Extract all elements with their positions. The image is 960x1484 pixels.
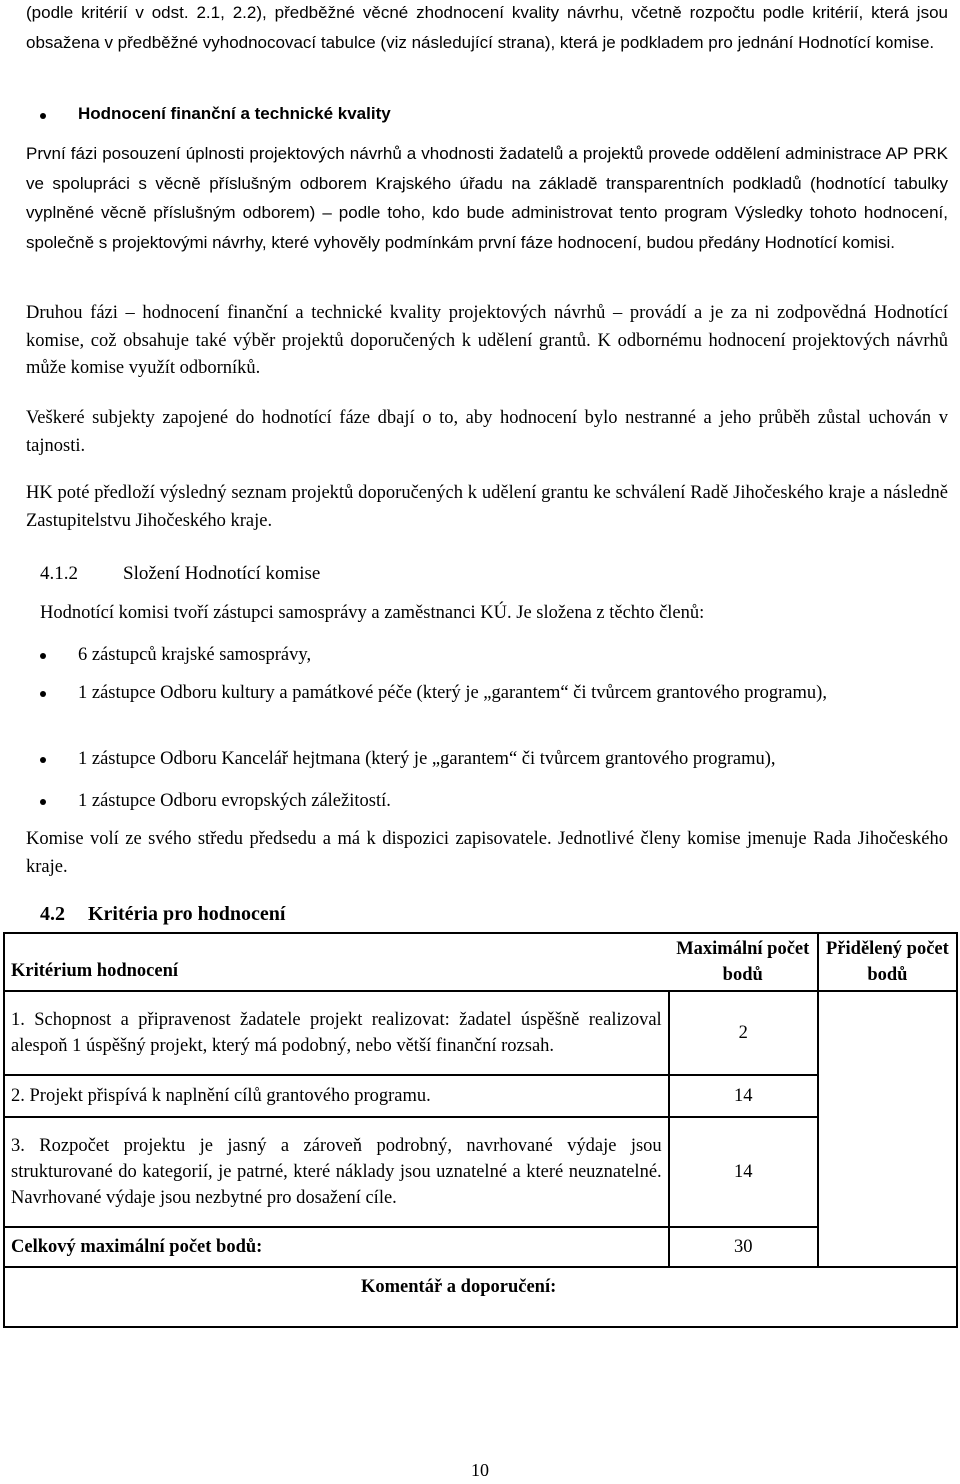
section-42-title: Kritéria pro hodnocení xyxy=(88,903,286,925)
table-comment-row xyxy=(4,1267,957,1327)
max-points-cell: 2 xyxy=(669,991,818,1075)
member-item: 1 zástupce Odboru evropských záležitostí. xyxy=(78,791,391,811)
section-412-intro: Hodnotící komisi tvoří zástupci samosprávy a zaměstnanci KÚ. Je složena z těchto členů: xyxy=(40,603,705,623)
max-points-cell: 14 xyxy=(669,1117,818,1227)
paragraph-impartiality: Veškeré subjekty zapojené do hodnotící fáze dbají o to, aby hodnocení bylo nestranné a jeho průběh zůstal uchován v tajnosti. xyxy=(26,408,948,456)
section-412-closing: Komise volí ze svého středu předsedu a má k dispozici zapisovatele. Jednotlivé členy komise jmenuje Rada Jihočeského kraje. xyxy=(26,829,948,877)
member-item: 1 zástupce Odboru Kancelář hejtmana (který je „garantem“ či tvůrcem grantového programu), xyxy=(78,749,776,769)
table-row xyxy=(4,991,957,1075)
member-item: 1 zástupce Odboru kultury a památkové péče (který je „garantem“ či tvůrcem grantového programu), xyxy=(78,683,827,703)
table-row xyxy=(4,1075,957,1117)
header-criterion: Kritérium hodnocení xyxy=(4,933,669,991)
criterion-cell: 3. Rozpočet projektu je jasný a zároveň podrobný, navrhované výdaje jsou strukturované do kategorií, je patrné, které náklady jsou uznatelné a které neuznatelné. Navrhované výdaje jsou nezbytné pro dosažení cíle. xyxy=(4,1117,669,1227)
intro-paragraph: (podle kritérií v odst. 2.1, 2.2), předběžné věcné zhodnocení kvality návrhu, včetně rozpočtu podle kritérií, která jsou obsažena v předběžné vyhodnocovací tabulce (viz následující strana), která je podkladem pro jednání Hodnotící komise. xyxy=(26,3,948,52)
total-assigned-cell xyxy=(818,1227,957,1267)
bullet-icon xyxy=(40,653,46,659)
criterion-cell: 2. Projekt přispívá k naplnění cílů grantového programu. xyxy=(4,1075,669,1117)
table-header-row xyxy=(4,933,957,991)
section-42-number: 4.2 xyxy=(40,903,65,925)
section-412-number: 4.1.2 xyxy=(40,563,78,584)
assigned-points-cell xyxy=(818,991,957,1227)
total-value: 30 xyxy=(669,1227,818,1267)
bullet-icon xyxy=(40,113,46,119)
max-points-cell: 14 xyxy=(669,1075,818,1117)
section-financial-paragraph: První fázi posouzení úplnosti projektových návrhů a vhodnosti žadatelů a projektů provede oddělení administrace AP PRK ve spolupráci s věcně příslušným odborem Krajského úřadu na základě transparentních podkladů (hodnotící tabulky vyplněné věcně příslušným odborem) – podle toho, kdo bude administrovat tento program Výsledky tohoto hodnocení, společně s projektovými návrhy, které vyhověly podmínkám první fáze hodnocení, budou předány Hodnotící komisi. xyxy=(26,144,948,252)
bullet-icon xyxy=(40,691,46,697)
paragraph-hk-submission: HK poté předloží výsledný seznam projektů doporučených k udělení grantu ke schválení Radě Jihočeského kraje a následně Zastupitelstvu Jihočeského kraje. xyxy=(26,483,948,531)
header-max-points: Maximální počet bodů xyxy=(669,933,818,991)
table-row xyxy=(4,1117,957,1227)
page-number: 10 xyxy=(471,1460,489,1480)
criteria-table xyxy=(3,932,958,1328)
criterion-cell: 1. Schopnost a připravenost žadatele projekt realizovat: žadatel úspěšně realizoval alespoň 1 úspěšný projekt, který má podobný, nebo větší finanční rozsah. xyxy=(4,991,669,1075)
bullet-icon xyxy=(40,757,46,763)
comment-label: Komentář a doporučení: xyxy=(4,1267,957,1327)
member-item: 6 zástupců krajské samosprávy, xyxy=(78,645,312,665)
table-total-row xyxy=(4,1227,957,1267)
section-financial-title: Hodnocení finanční a technické kvality xyxy=(78,104,391,123)
bullet-icon xyxy=(40,799,46,805)
section-412-title: Složení Hodnotící komise xyxy=(123,563,321,584)
paragraph-second-phase: Druhou fázi – hodnocení finanční a technické kvality projektových návrhů – provádí a je za ni zodpovědná Hodnotící komise, což obsahuje také výběr projektů doporučených k udělení grantů. K odbornému hodnocení projektových návrhů může komise využít odborníků. xyxy=(26,303,948,378)
header-assigned-points: Přidělený počet bodů xyxy=(818,933,957,991)
total-label: Celkový maximální počet bodů: xyxy=(4,1227,669,1267)
